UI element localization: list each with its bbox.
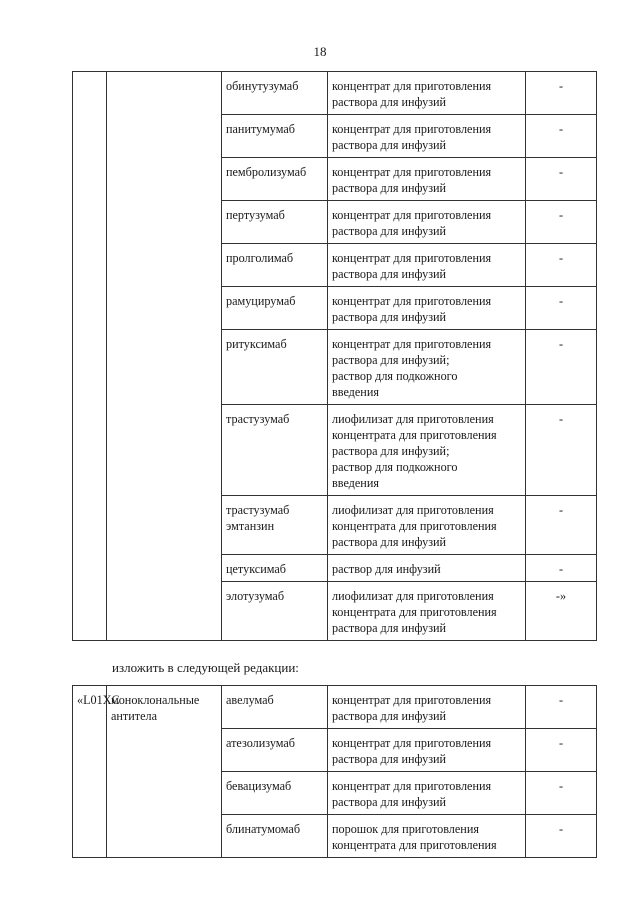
dosage-form-line: концентрат для приготовления [332, 122, 492, 136]
dosage-form-line: концентрата для приготовления [332, 428, 497, 442]
drug-name-cell: трастузумаб эмтанзин [222, 496, 328, 555]
note-cell: - [526, 496, 597, 555]
note-cell: - [526, 815, 597, 858]
dosage-form-line: концентрат для приготовления [332, 693, 492, 707]
dosage-form-line: раствора для инфузий [332, 535, 447, 549]
dosage-form-cell [328, 287, 526, 330]
dosage-form-cell [328, 496, 526, 555]
note-cell: - [526, 201, 597, 244]
amendment-intro-text: изложить в следующей редакции: [112, 660, 299, 675]
note-cell: - [526, 686, 597, 729]
table-row [73, 686, 597, 729]
group-name-cell: моноклональные антитела [107, 686, 222, 858]
drug-name-cell: блинатумомаб [222, 815, 328, 858]
drug-name-cell: трастузумаб [222, 405, 328, 496]
dosage-form-cell [328, 330, 526, 405]
note-cell: - [526, 115, 597, 158]
dosage-form-cell [328, 72, 526, 115]
dosage-form-line: раствора для инфузий [332, 181, 447, 195]
drug-name-cell: пертузумаб [222, 201, 328, 244]
dosage-form-line: раствора для инфузий [332, 621, 447, 635]
dosage-form-line: концентрат для приготовления [332, 294, 492, 308]
note-cell: - [526, 72, 597, 115]
drug-name-cell: атезолизумаб [222, 729, 328, 772]
note-cell: - [526, 244, 597, 287]
dosage-form-line: концентрата для приготовления [332, 605, 497, 619]
dosage-form-cell [328, 405, 526, 496]
dosage-form-line: раствор для подкожного [332, 369, 458, 383]
dosage-form-cell [328, 815, 526, 858]
drug-name-cell: авелумаб [222, 686, 328, 729]
dosage-form-line: раствора для инфузий [332, 224, 447, 238]
dosage-form-cell [328, 772, 526, 815]
note-cell: - [526, 158, 597, 201]
dosage-form-line: концентрат для приготовления [332, 79, 492, 93]
drug-name-cell: элотузумаб [222, 582, 328, 641]
atc-code-cell: «L01XC [73, 686, 107, 858]
dosage-form-cell [328, 115, 526, 158]
dosage-form-line: раствора для инфузий [332, 95, 447, 109]
dosage-form-line: раствора для инфузий; [332, 353, 450, 367]
dosage-form-line: концентрата для приготовления [332, 838, 497, 852]
dosage-form-line: введения [332, 476, 379, 490]
note-cell: - [526, 555, 597, 582]
dosage-form-line: порошок для приготовления [332, 822, 479, 836]
dosage-form-line: лиофилизат для приготовления [332, 503, 494, 517]
note-cell: - [526, 330, 597, 405]
dosage-form-cell [328, 158, 526, 201]
dosage-form-line: концентрат для приготовления [332, 337, 492, 351]
drug-name-cell: пролголимаб [222, 244, 328, 287]
dosage-form-line: концентрат для приготовления [332, 736, 492, 750]
dosage-form-line: раствора для инфузий [332, 138, 447, 152]
note-cell: - [526, 729, 597, 772]
dosage-form-line: раствора для инфузий; [332, 444, 450, 458]
atc-code-cell [73, 72, 107, 641]
note-cell: -» [526, 582, 597, 641]
dosage-form-line: раствора для инфузий [332, 795, 447, 809]
drug-name-cell: цетуксимаб [222, 555, 328, 582]
dosage-form-cell [328, 555, 526, 582]
table-row [73, 72, 597, 115]
dosage-form-line: концентрат для приготовления [332, 208, 492, 222]
note-cell: - [526, 287, 597, 330]
dosage-form-line: лиофилизат для приготовления [332, 412, 494, 426]
dosage-form-line: раствора для инфузий [332, 752, 447, 766]
drug-name-cell: бевацизумаб [222, 772, 328, 815]
drug-name-cell: ритуксимаб [222, 330, 328, 405]
dosage-form-cell [328, 582, 526, 641]
dosage-form-line: раствор для подкожного [332, 460, 458, 474]
page-number: 18 [313, 44, 327, 59]
drug-name-cell: обинутузумаб [222, 72, 328, 115]
drug-name-cell: рамуцирумаб [222, 287, 328, 330]
note-cell: - [526, 772, 597, 815]
drug-table-continued [72, 71, 597, 641]
dosage-form-line: лиофилизат для приготовления [332, 589, 494, 603]
dosage-form-line: введения [332, 385, 379, 399]
dosage-form-line: раствора для инфузий [332, 709, 447, 723]
dosage-form-cell [328, 201, 526, 244]
dosage-form-cell [328, 686, 526, 729]
dosage-form-line: концентрата для приготовления [332, 519, 497, 533]
drug-name-cell: пембролизумаб [222, 158, 328, 201]
dosage-form-line: концентрат для приготовления [332, 779, 492, 793]
dosage-form-line: раствора для инфузий [332, 310, 447, 324]
dosage-form-line: раствора для инфузий [332, 267, 447, 281]
group-name-cell [107, 72, 222, 641]
dosage-form-line: раствор для инфузий [332, 562, 441, 576]
dosage-form-line: концентрат для приготовления [332, 165, 492, 179]
dosage-form-line: концентрат для приготовления [332, 251, 492, 265]
drug-table-new-edition [72, 685, 597, 858]
note-cell: - [526, 405, 597, 496]
drug-name-cell: панитумумаб [222, 115, 328, 158]
dosage-form-cell [328, 729, 526, 772]
dosage-form-cell [328, 244, 526, 287]
